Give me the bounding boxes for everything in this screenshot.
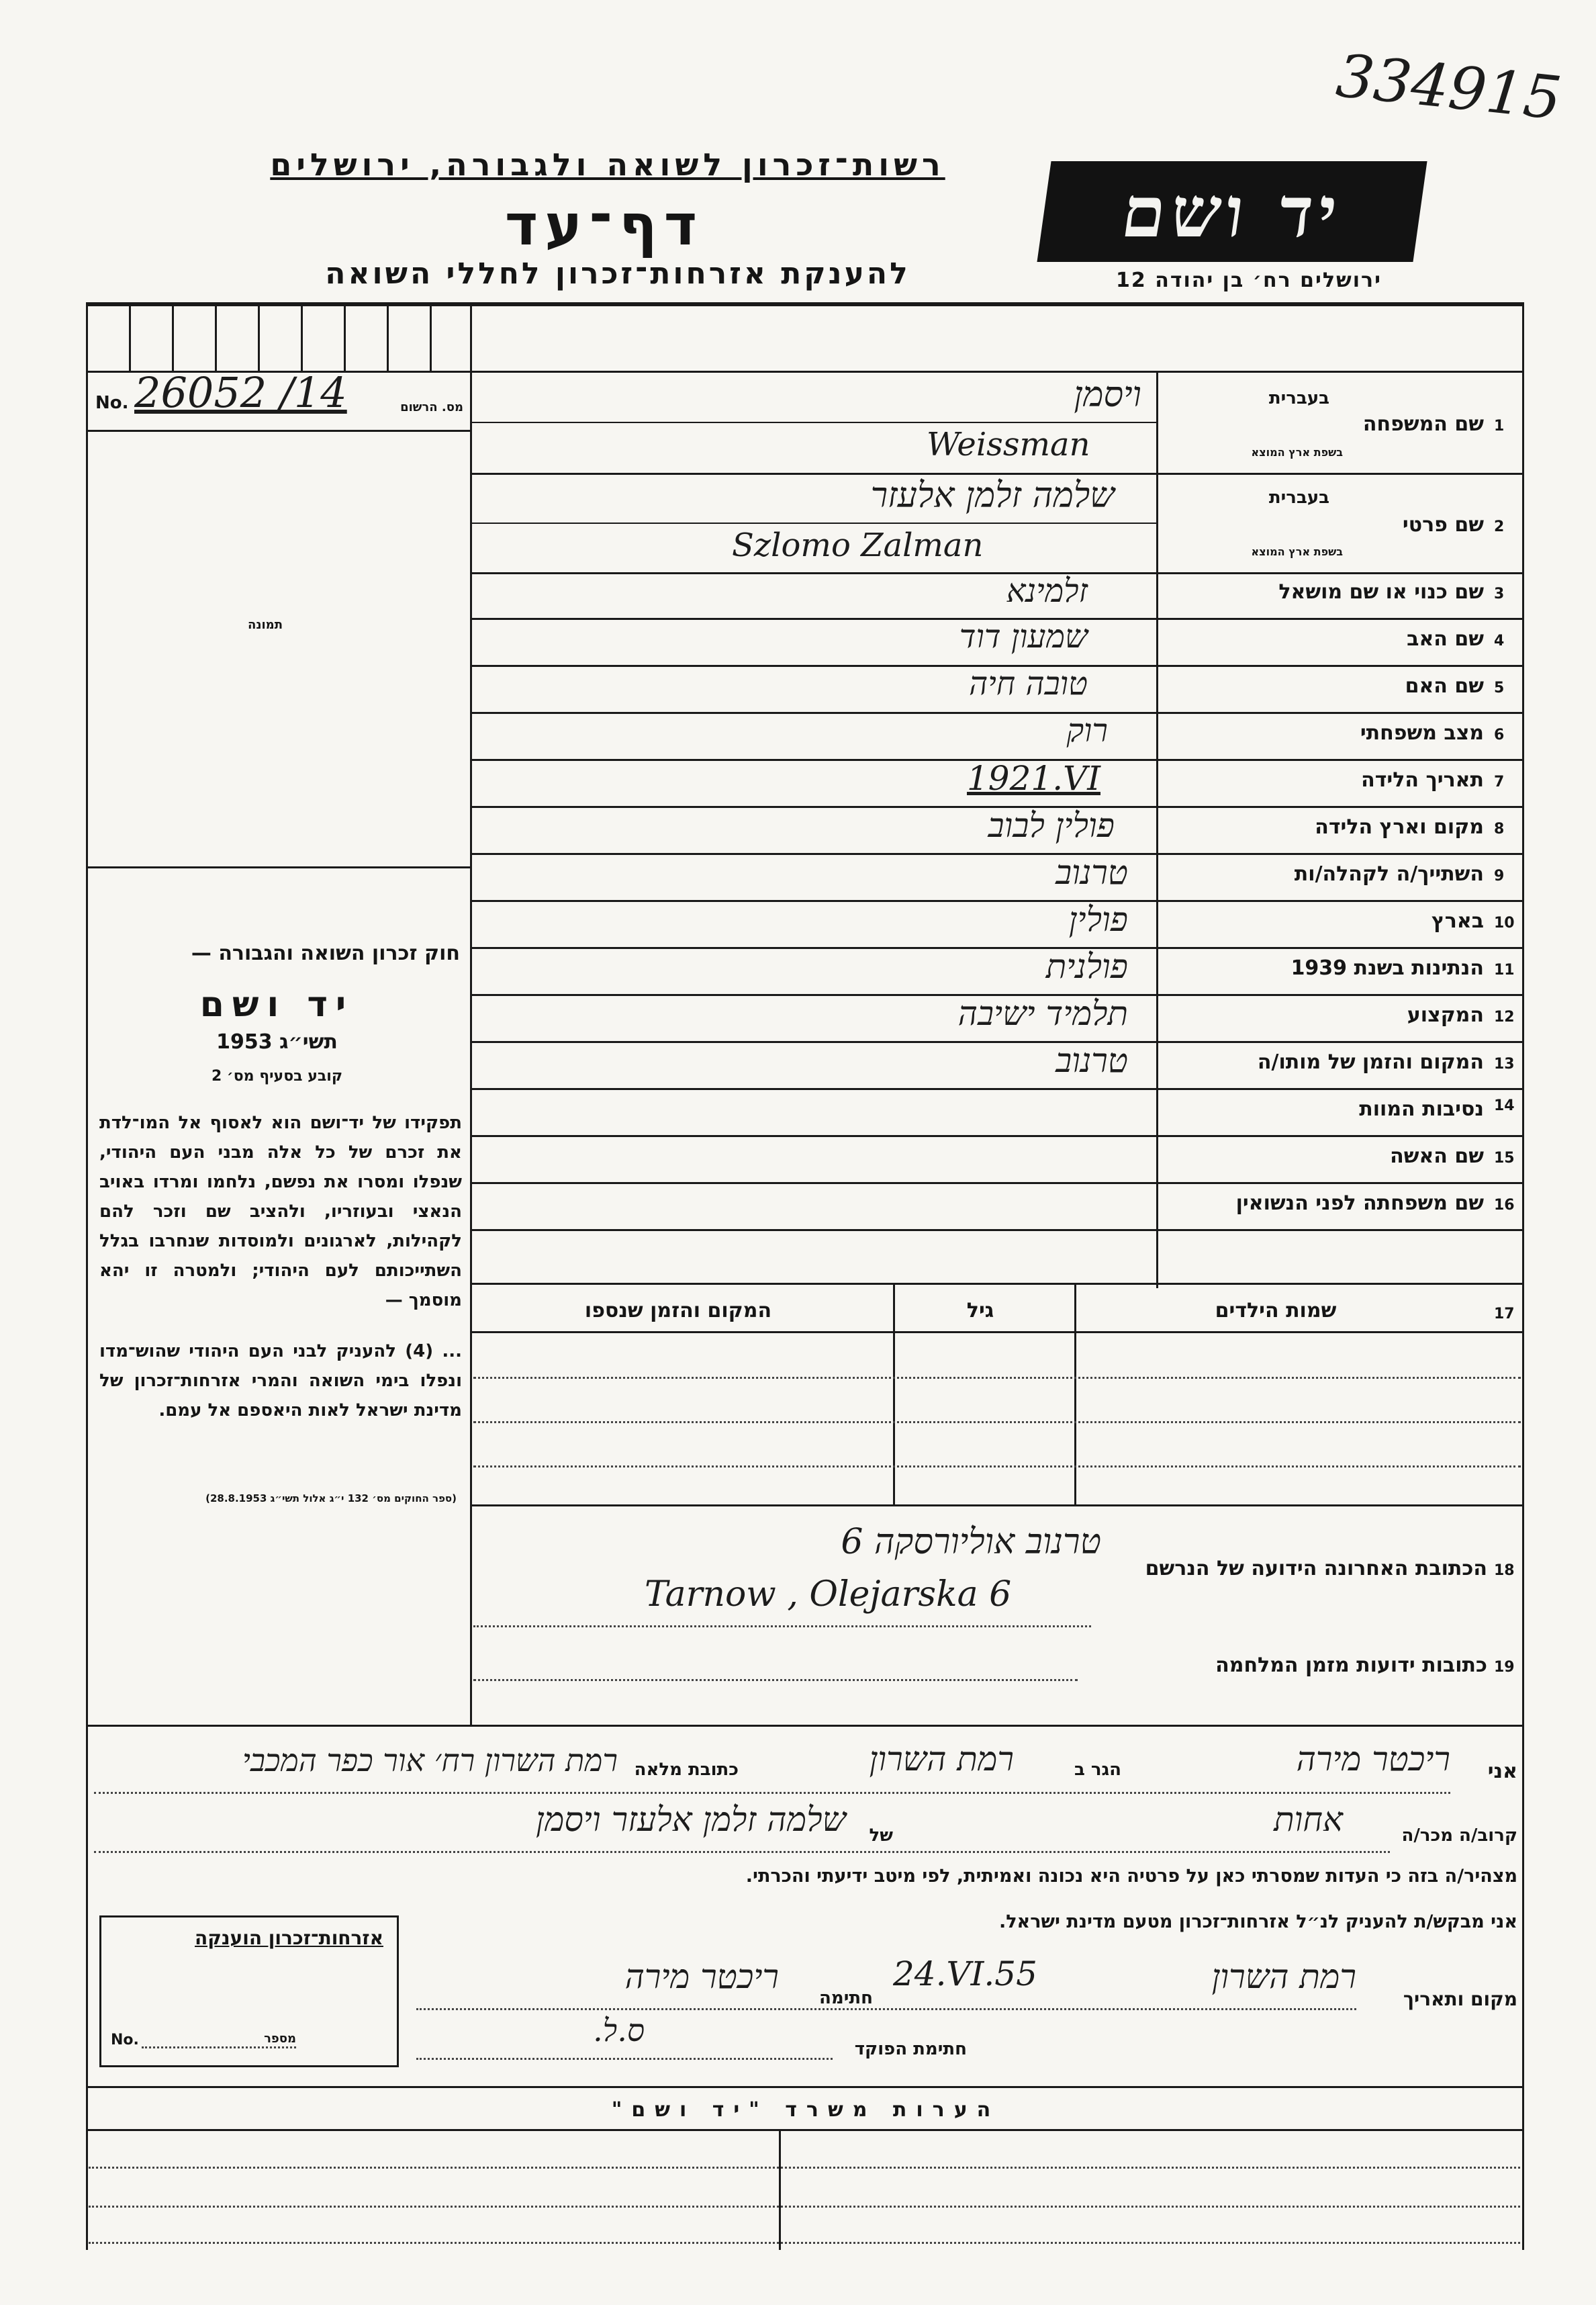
row-line (470, 1088, 1524, 1090)
field-number-18: 18 (1494, 1562, 1515, 1579)
marital-status-label: מצב משפחתי (1360, 721, 1484, 745)
declarant-line (94, 1851, 1390, 1853)
signature-label: חתימה (819, 1988, 873, 2008)
reg-divider (86, 430, 472, 432)
of-name-value: שלמה זלמן אלעזר ויסמן (535, 1800, 846, 1839)
certificate-number-line (142, 2046, 296, 2048)
officer-line (416, 2058, 833, 2060)
relative-label: קרוב/ה מכר/ה (1401, 1825, 1517, 1846)
children-age-header: גיל (966, 1299, 994, 1322)
children-col-divider (1074, 1283, 1076, 1504)
field-number-14: 14 (1494, 1097, 1515, 1114)
field-number-16: 16 (1494, 1197, 1515, 1214)
field-number-10: 10 (1494, 915, 1515, 932)
of-label: של (869, 1825, 893, 1846)
address-section-bottom (86, 1725, 1524, 1727)
first-name-latin: Szlomo Zalman (732, 527, 984, 564)
notes-line (89, 2167, 1520, 2169)
children-col-divider (893, 1283, 895, 1504)
logo-text: יד ושם (1117, 170, 1348, 253)
mother-name-label: שם האם (1405, 674, 1484, 698)
photo-box-bottom (86, 866, 472, 868)
cell-tick (215, 306, 217, 371)
row-line (470, 473, 1524, 475)
declarant-name: ריכטר מירה (1296, 1739, 1450, 1778)
notes-top-line (86, 2086, 1524, 2088)
row-line (470, 1182, 1524, 1184)
birth-date-value: 1921.VI (967, 759, 1100, 798)
cell-tick (344, 306, 346, 371)
field-number-2: 2 (1494, 518, 1505, 535)
frame-right (1522, 302, 1524, 2250)
law-title: חוק זכרון השואה והגבורה — (191, 942, 460, 965)
form-title: דף־עד (504, 192, 704, 258)
cell-tick (172, 306, 174, 371)
marital-status-value: רוק (1066, 712, 1108, 750)
address-left-border (470, 1504, 472, 1726)
declarant-line (94, 1792, 1450, 1794)
place-value: רמת השרון (1211, 1957, 1356, 1996)
children-header-line (470, 1331, 1524, 1333)
notes-header-line (86, 2129, 1524, 2131)
certificate-number-label: מספר (264, 2032, 296, 2046)
community-value: טרנוב (1055, 853, 1128, 892)
cell-tick (258, 306, 260, 371)
field-number-4: 4 (1494, 633, 1505, 649)
family-name-label: שם המשפחה (1362, 412, 1484, 436)
family-name-hebrew: ויסמן (1074, 375, 1141, 415)
notes-line (89, 2206, 1520, 2208)
officer-signature: ס.ל. (593, 2012, 645, 2048)
notes-line (89, 2242, 1520, 2244)
resides-value: רמת השרון (869, 1739, 1014, 1778)
field-number-19: 19 (1494, 1659, 1515, 1676)
registration-no-prefix: No. (95, 393, 129, 413)
field-number-17: 17 (1494, 1306, 1515, 1322)
first-name-label: שם פרטי (1402, 513, 1484, 537)
header-address: ירושלים רח׳ בן יהודה 12 (1116, 269, 1382, 292)
sub-row-line (470, 523, 1156, 524)
field-number-7: 7 (1494, 774, 1505, 790)
field-number-11: 11 (1494, 962, 1515, 979)
last-address-label: הכתובת האחרונה הידועה של הנרשם (1145, 1557, 1487, 1580)
certificate-title: אזרחות־זכרון הוענקה (195, 1927, 383, 1949)
photo-label: תמונה (247, 618, 283, 632)
law-name: יד ושם (199, 985, 355, 1025)
place-date-label: מקום ותאריך (1403, 1988, 1517, 2010)
declaration-text: מצהיר/ה בזה כי העדות שמסרתי כאן על פרטיה היא נכונה ואמיתית, לפי מיטב ידיעתי והכרתי. (745, 1866, 1517, 1887)
last-address-hebrew: טרנוב אוליורסקה 6 (841, 1522, 1101, 1562)
country-value: פולין (1068, 900, 1128, 939)
birth-date-label: תאריך הלידה (1361, 768, 1484, 792)
certificate-box (99, 1915, 399, 2067)
field-number-6: 6 (1494, 727, 1505, 743)
full-address-label: כתובת מלאה (634, 1760, 739, 1780)
law-clause: קובע בסעיף מס׳ 2 (211, 1068, 343, 1085)
address-line (473, 1625, 1091, 1627)
profession-value: תלמיד ישיבה (957, 994, 1128, 1033)
law-source: (ספר החוקים מס׳ 132 י״ג אלול תשי״ג 28.8.1953) (205, 1492, 457, 1504)
nickname-value: זלמינא (1006, 572, 1088, 610)
cell-tick (301, 306, 303, 371)
certificate-no-prefix: No. (111, 2032, 139, 2048)
mother-name-value: טובה חיה (969, 665, 1088, 703)
registration-label: מס. הרשום (400, 400, 463, 414)
law-text-2: ... (4) להעניק לבני העם היהודי שהוש־מדו ונפלו בימי השואה והמרי אזרחות־זכרון של מדינת ישראל לאות היאספם אל עמם. (99, 1341, 462, 1420)
father-name-value: שמעון דוד (959, 618, 1088, 656)
origin-lang-label: בשפת ארץ המוצא (1251, 446, 1343, 459)
law-text-1: תפקידו של יד־ושם הוא לאסוף אל המו־לדת את זכרם של כל אלה מבני העם היהודי, שנפלו ומסרו את נפשם, נלחמו ומרדו באויב הנאצי ובעוזריו, ולהציב שם וזכר להם לקהילות, לארגונים ולמוסדות שנחרבו בגלל השתייכותם לעם היהודי; ולמטרה זו יהא מוסמך — (99, 1113, 462, 1310)
archive-number: 334915 (1333, 40, 1565, 134)
notes-col-divider (779, 2129, 781, 2250)
first-name-hebrew: שלמה זלמן אלעזר (870, 476, 1115, 516)
field-number-9: 9 (1494, 868, 1505, 885)
law-year: תשי״ג 1953 (216, 1030, 338, 1054)
declarant-ani: אני (1487, 1760, 1517, 1783)
sub-row-line (470, 422, 1156, 423)
yad-vashem-logo (1037, 161, 1427, 262)
officer-signature-label: חתימת הפוקד (854, 2039, 967, 2059)
row-line (470, 1283, 1524, 1285)
children-table-bottom (470, 1504, 1524, 1506)
hebrew-lang-label: בעברית (1268, 488, 1329, 508)
death-place-label: המקום והזמן של מותו/ה (1257, 1050, 1484, 1074)
children-left-border (470, 1283, 472, 1504)
hebrew-lang-label: בעברית (1268, 388, 1329, 408)
field-number-3: 3 (1494, 586, 1505, 602)
frame-left (86, 302, 88, 2250)
children-row-line (473, 1465, 1521, 1467)
field-number-15: 15 (1494, 1150, 1515, 1167)
wife-name-label: שם האשה (1390, 1144, 1484, 1168)
country-label: בארץ (1431, 909, 1484, 933)
registration-number: 26052 /14 (134, 368, 347, 417)
children-names-header: שמות הילדים (1215, 1299, 1337, 1322)
authority-heading: רשות־זכרון לשואה ולגבורה, ירושלים (270, 146, 945, 183)
cell-tick (129, 306, 131, 371)
community-label: השתייך/ה לקהלה/ות (1294, 862, 1484, 886)
death-place-value: טרנוב (1055, 1041, 1128, 1080)
nickname-label: שם כנוי או שם מושאל (1278, 580, 1484, 604)
field-number-1: 1 (1494, 418, 1505, 435)
address-line (473, 1679, 1078, 1681)
full-address-value: רמת השרון רח׳ אור כפר המכבי (242, 1742, 618, 1778)
profession-label: המקצוע (1407, 1003, 1484, 1027)
children-row-line (473, 1377, 1521, 1379)
cell-tick (387, 306, 389, 371)
birth-place-label: מקום וארץ הלידה (1315, 815, 1484, 839)
citizenship-label: הנתינות בשנת 1939 (1290, 956, 1484, 980)
row-line (470, 1135, 1524, 1137)
maiden-name-label: שם משפחתה לפני הנשואין (1235, 1191, 1484, 1215)
death-circumstances-label: נסיבות המוות (1359, 1097, 1484, 1121)
field-number-8: 8 (1494, 821, 1505, 838)
children-row-line (473, 1421, 1521, 1423)
label-col-divider (1156, 371, 1158, 1288)
row-line (470, 1229, 1524, 1231)
father-name-label: שם האב (1407, 627, 1484, 651)
children-place-header: המקום והזמן שנספו (584, 1299, 772, 1322)
citizenship-value: פולנית (1045, 947, 1128, 986)
birth-place-value: פולין לבוב (988, 806, 1115, 845)
signature-line (416, 2008, 1356, 2010)
signature-value: ריכטר מירה (624, 1957, 779, 1996)
last-address-latin: Tarnow , Olejarska 6 (645, 1574, 1012, 1615)
date-value: 24.VI.55 (893, 1954, 1037, 1993)
origin-lang-label: בשפת ארץ המוצא (1251, 545, 1343, 558)
relation-value: אחות (1274, 1800, 1343, 1839)
field-number-12: 12 (1494, 1009, 1515, 1026)
field-number-5: 5 (1494, 680, 1505, 696)
form-subtitle: להענקת אזרחות־זכרון לחללי השואה (325, 257, 910, 291)
request-text: אני מבקש/ת להעניק לנ״ל אזרחות־זכרון מטעם מדינת ישראל. (998, 1911, 1517, 1932)
field-number-13: 13 (1494, 1056, 1515, 1073)
office-notes-title: הערות משרד "יד ושם" (611, 2098, 1000, 2122)
family-name-latin: Weissman (927, 426, 1090, 463)
wartime-address-label: כתובות ידועות מזמן המלחמה (1215, 1654, 1487, 1677)
resides-label: הגר ב (1074, 1760, 1121, 1780)
cell-tick (430, 306, 432, 371)
